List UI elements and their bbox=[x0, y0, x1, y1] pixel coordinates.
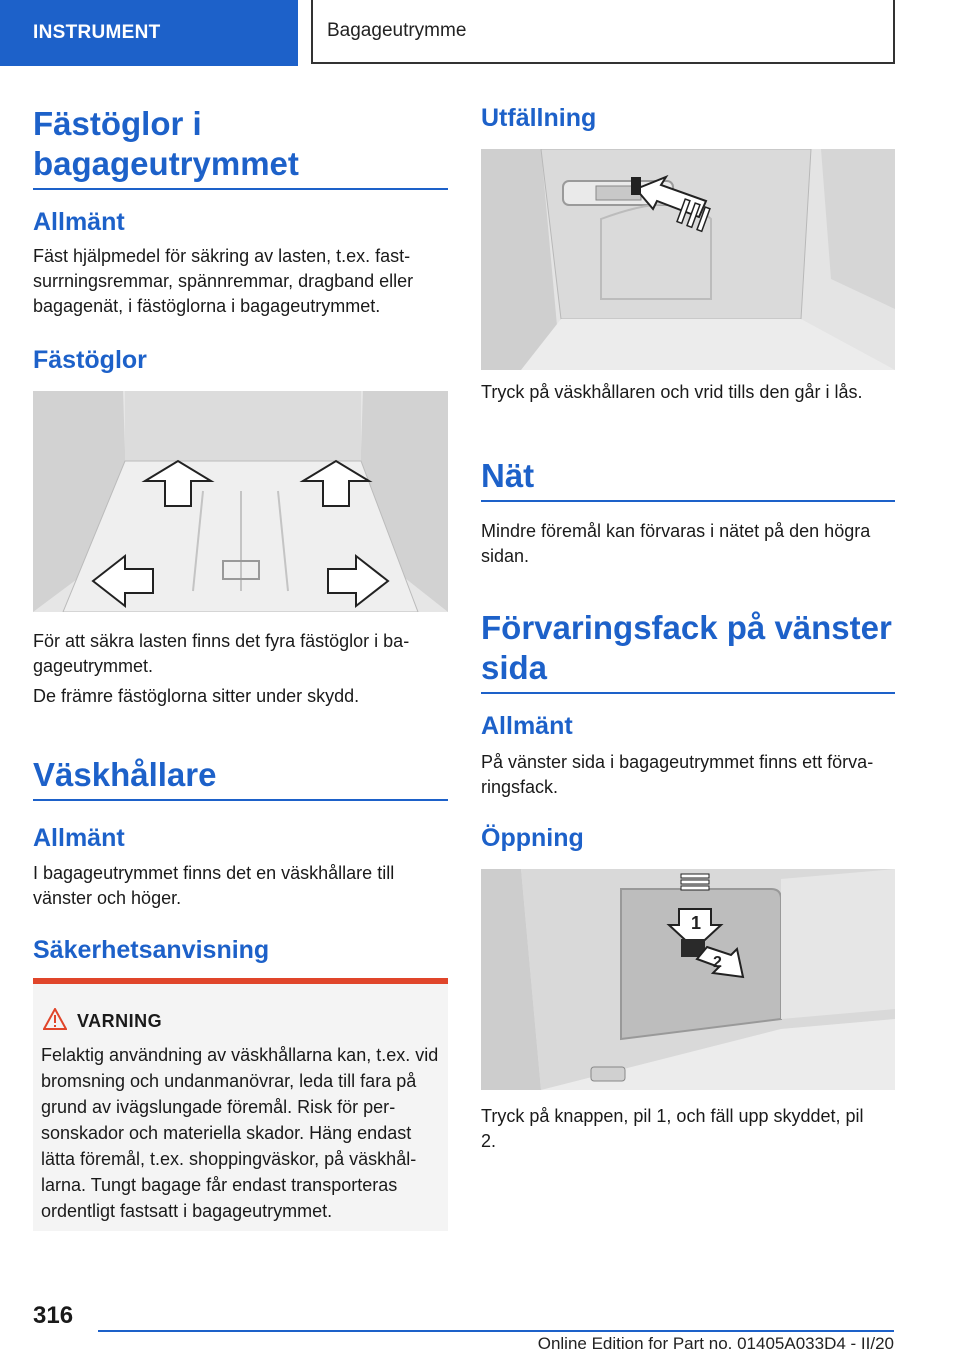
heading-safety: Säkerhetsanvisning bbox=[33, 936, 270, 964]
warning-title: VARNING bbox=[77, 1011, 163, 1031]
heading-fold-out: Utfällning bbox=[481, 104, 597, 132]
figure-bag-hook-fold bbox=[481, 149, 895, 370]
heading-eyelets: Fästöglor bbox=[33, 346, 147, 374]
page-number: 316 bbox=[33, 1302, 74, 1329]
heading-general: Allmänt bbox=[33, 208, 125, 236]
section-title-storage: Förvaringsfack på vänster sida bbox=[481, 608, 895, 694]
general-text: Fäst hjälpmedel för säkring av lasten, t.ex. fastsurrningsremmar, spännremmar, dragband eller bagagenät, i fästöglorna i bagageutrymmet. bbox=[33, 246, 414, 316]
warning-text: Felaktig användning av väskhållarna kan, t.ex. vid bromsning och undanmanövrar, leda till fara på grund av ivägslungade föremål. Risk för personskador och materiella skador. Häng endast lätta föremål, t.ex. shoppingväskor, på väskhållarna. Tungt bagage får endast transporteras ordentligt fastsatt i bagageutrymmet. bbox=[41, 1045, 439, 1221]
opening-caption: Tryck på knappen, pil 1, och fäll upp skyddet, pil 2. bbox=[481, 1106, 864, 1151]
eyelets-note: De främre fästöglorna sitter under skydd. bbox=[33, 686, 360, 706]
bag-hook-general-text: I bagageutrymmet finns det en väskhållare till vänster och höger. bbox=[33, 863, 395, 908]
arrow-label-1: 1 bbox=[691, 913, 702, 933]
eyelets-caption: För att säkra lasten finns det fyra fästöglor i bagageutrymmet. bbox=[33, 631, 410, 676]
heading-storage-general: Allmänt bbox=[481, 712, 573, 740]
section-title-net: Nät bbox=[481, 456, 895, 502]
footer-edition[interactable]: Online Edition for Part no. 01405A033D4 - II/20 bbox=[537, 1334, 894, 1353]
figure-storage-opening bbox=[481, 869, 895, 1090]
chapter-tab[interactable]: INSTRUMENT bbox=[0, 0, 298, 66]
heading-opening: Öppning bbox=[481, 824, 584, 852]
arrow-label-2: 2 bbox=[713, 954, 722, 971]
section-title-bag-hook: Väskhållare bbox=[33, 755, 448, 801]
figure-cargo-eyelets bbox=[33, 391, 448, 612]
footer-divider bbox=[98, 1330, 894, 1332]
fold-caption: Tryck på väskhållaren och vrid tills den går i lås. bbox=[481, 382, 863, 402]
section-tab: Bagageutrymme bbox=[311, 0, 895, 64]
warning-header bbox=[43, 1008, 162, 1035]
page-header bbox=[0, 0, 960, 66]
warning-triangle-icon bbox=[43, 1008, 67, 1035]
warning-box bbox=[33, 978, 448, 1231]
section-title-eyelets: Fästöglor i bagageutrymmet bbox=[33, 104, 448, 190]
net-text: Mindre föremål kan förvaras i nätet på den högra sidan. bbox=[481, 521, 871, 566]
storage-general-text: På vänster sida i bagageutrymmet finns ett förvaringsfack. bbox=[481, 752, 874, 797]
heading-bag-hook-general: Allmänt bbox=[33, 824, 125, 852]
